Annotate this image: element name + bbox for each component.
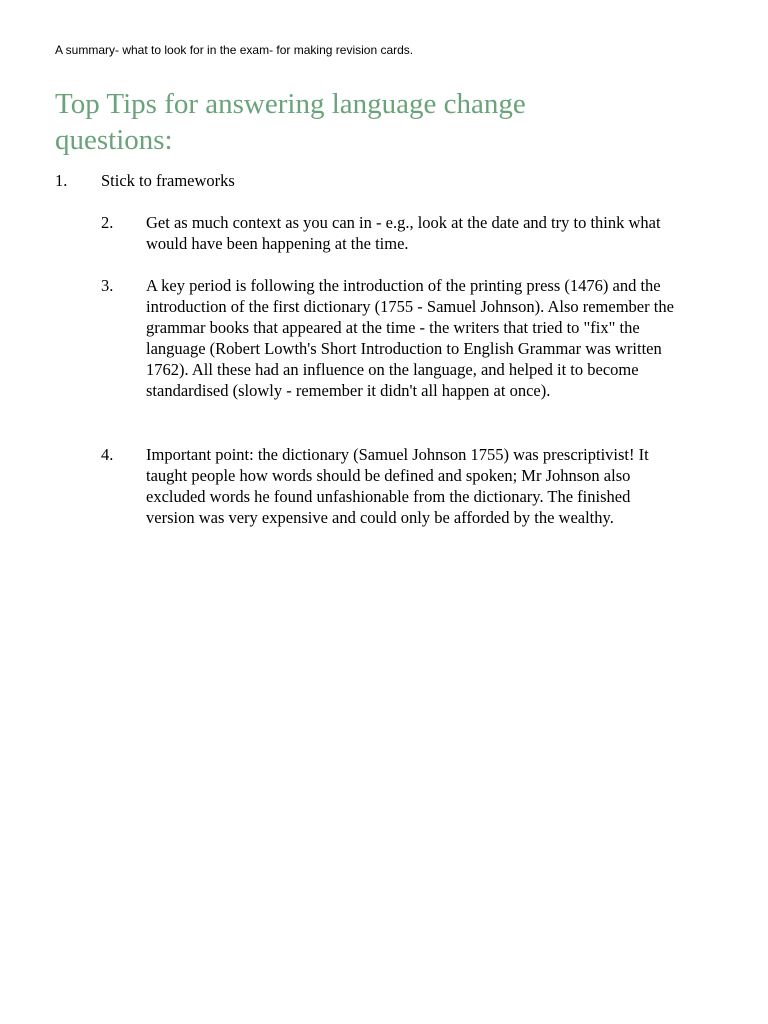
tip-text: Stick to frameworks (101, 171, 235, 190)
tip-number: 4. (101, 445, 114, 464)
page-title: Top Tips for answering language change questions: (55, 88, 526, 156)
tip-number: 1. (55, 171, 68, 190)
tip-text: Get as much context as you can in - e.g., look at the date and try to think what would have been happening at the time. (146, 213, 661, 253)
tip-number: 2. (101, 213, 114, 232)
intro-note: A summary- what to look for in the exam- for making revision cards. (55, 43, 414, 57)
tip-text: A key period is following the introduction of the printing press (1476) and the introduction of the first dictionary (1755 - Samuel Johnson). Also remember the grammar books that appeared at the time - the writers that tried to "fix" the language (Robert Lowth's Short Introduction to English Grammar was written 1762). All these had an influence on the language, and helped it to become standardised (slowly - remember it didn't all happen at once). (146, 276, 674, 400)
tip-text: Important point: the dictionary (Samuel Johnson 1755) was prescriptivist! It taught people how words should be defined and spoken; Mr Johnson also excluded words he found unfashionable from the dictionary. The finished version was very expensive and could only be afforded by the wealthy. (146, 445, 649, 527)
tip-number: 3. (101, 276, 114, 295)
